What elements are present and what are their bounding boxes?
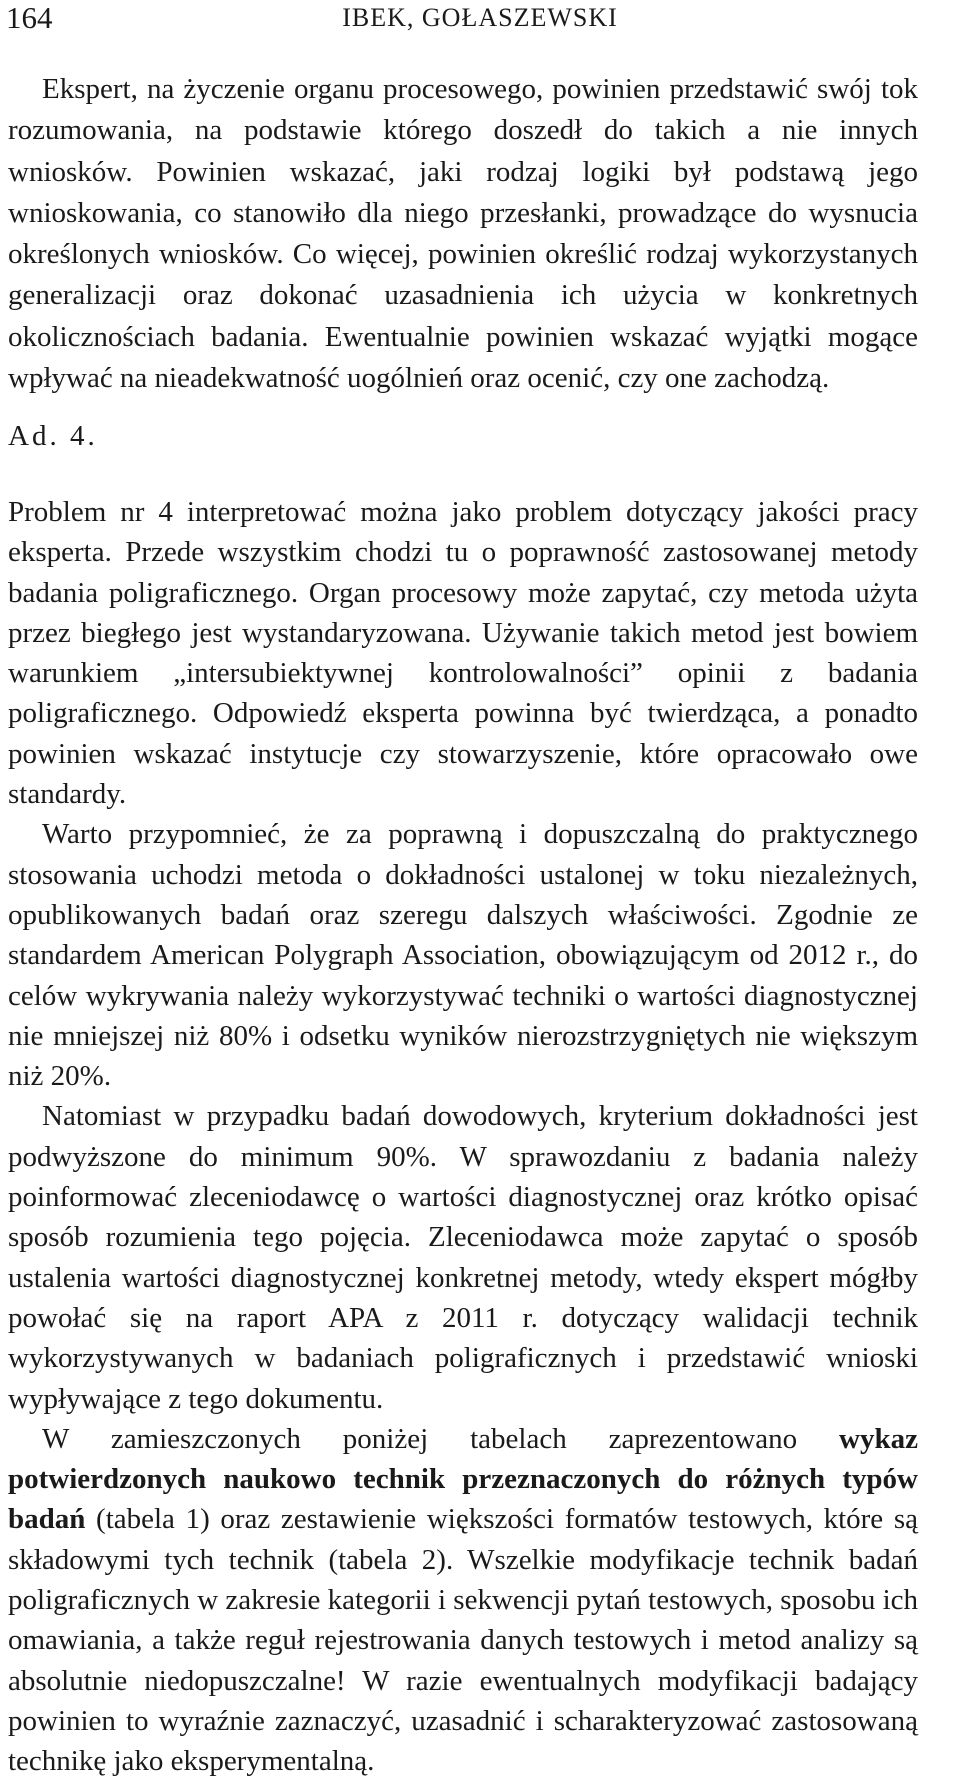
paragraph-evidentiary-tests: Natomiast w przypadku badań dowodowych, kryterium dokładności jest podwyższone do minimum 90%. W sprawozdaniu z badania należy poinformować zleceniodawcę o wartości diagnostycznej oraz krótko opisać sposób rozumienia tego pojęcia. Zleceniodawca może zapytać o sposób ustalenia wartości diagnostycznej konkretnej metody, wtedy ekspert mógłby powołać się na raport APA z 2011 r. dotyczący walidacji technik wykorzystywanych w badaniach poligraficznych i przedstawić wnioski wypływające z tego dokumentu. — [8, 1100, 918, 1415]
paragraph-tables-intro — [8, 1419, 918, 1782]
paragraph-tables-intro-bold: wykaz potwierdzonych naukowo technik przeznaczonych do różnych typów badań — [8, 1422, 918, 1536]
paragraph-tables-intro-start: W zamieszczonych poniżej tabelach zaprezentowano — [42, 1422, 840, 1455]
page-header — [0, 2, 960, 42]
paragraph-tables-intro-end: (tabela 1) oraz zestawienie większości formatów testowych, które są składowymi tych technik (tabela 2). Wszelkie modyfikacje technik badań poligraficznych w zakresie kategorii i sekwencji pytań testowych, sposobu ich omawiania, a także reguł rejestrowania danych testowych i metod analizy są absolutnie niedopuszczalne! W razie ewentualnych modyfikacji badający powinien to wyraźnie zaznaczyć, uzasadnić i scharakteryzować zastosowaną technikę jako eksperymentalną. — [8, 1503, 919, 1778]
section-heading: Ad. 4. — [8, 420, 98, 452]
page-number: 164 — [6, 0, 53, 35]
paragraph-expert-reasoning: Ekspert, na życzenie organu procesowego, powinien przedstawić swój tok rozumowania, na podstawie którego doszedł do takich a nie innych wniosków. Powinien wskazać, jaki rodzaj logiki był podstawą jego wnioskowania, co stanowiło dla niego przesłanki, prowadzące do wysnucia określonych wniosków. Co więcej, powinien określić rodzaj wykorzystanych generalizacji oraz dokonać uzasadnienia ich użycia w konkretnych okolicznościach badania. Ewentualnie powinien wskazać wyjątki mogące wpływać na nieadekwatność uogólnień oraz ocenić, czy one zachodzą. — [8, 73, 918, 395]
paragraph-problem-4: Problem nr 4 interpretować można jako problem dotyczący jakości pracy eksperta. Przede wszystkim chodzi tu o poprawność zastosowanej metody badania poligraficznego. Organ procesowy może zapytać, czy metoda użyta przez biegłego jest wystandaryzowana. Używanie takich metod jest bowiem warunkiem „intersubiektywnej kontrolowalności” opinii z badania poligraficznego. Odpowiedź eksperta powinna być twierdząca, a ponadto powinien wskazać instytucje czy stowarzyszenie, które opracowało owe standardy. — [8, 496, 918, 811]
running-head: IBEK, GOŁASZEWSKI — [342, 3, 618, 32]
text-block-intro — [8, 69, 918, 399]
paragraph-method-accuracy: Warto przypomnieć, że za poprawną i dopuszczalną do praktycznego stosowania uchodzi metoda o dokładności ustalonej w toku niezależnych, opublikowanych badań oraz szeregu dalszych właściwości. Zgodnie ze standardem American Polygraph Association, obowiązującym od 2012 r., do celów wykrywania należy wykorzystywać techniki o wartości diagnostycznej nie mniejszej niż 80% i odsetku wyników nierozstrzygniętych nie większym niż 20%. — [8, 818, 918, 1093]
text-block-ad4 — [8, 492, 918, 1782]
